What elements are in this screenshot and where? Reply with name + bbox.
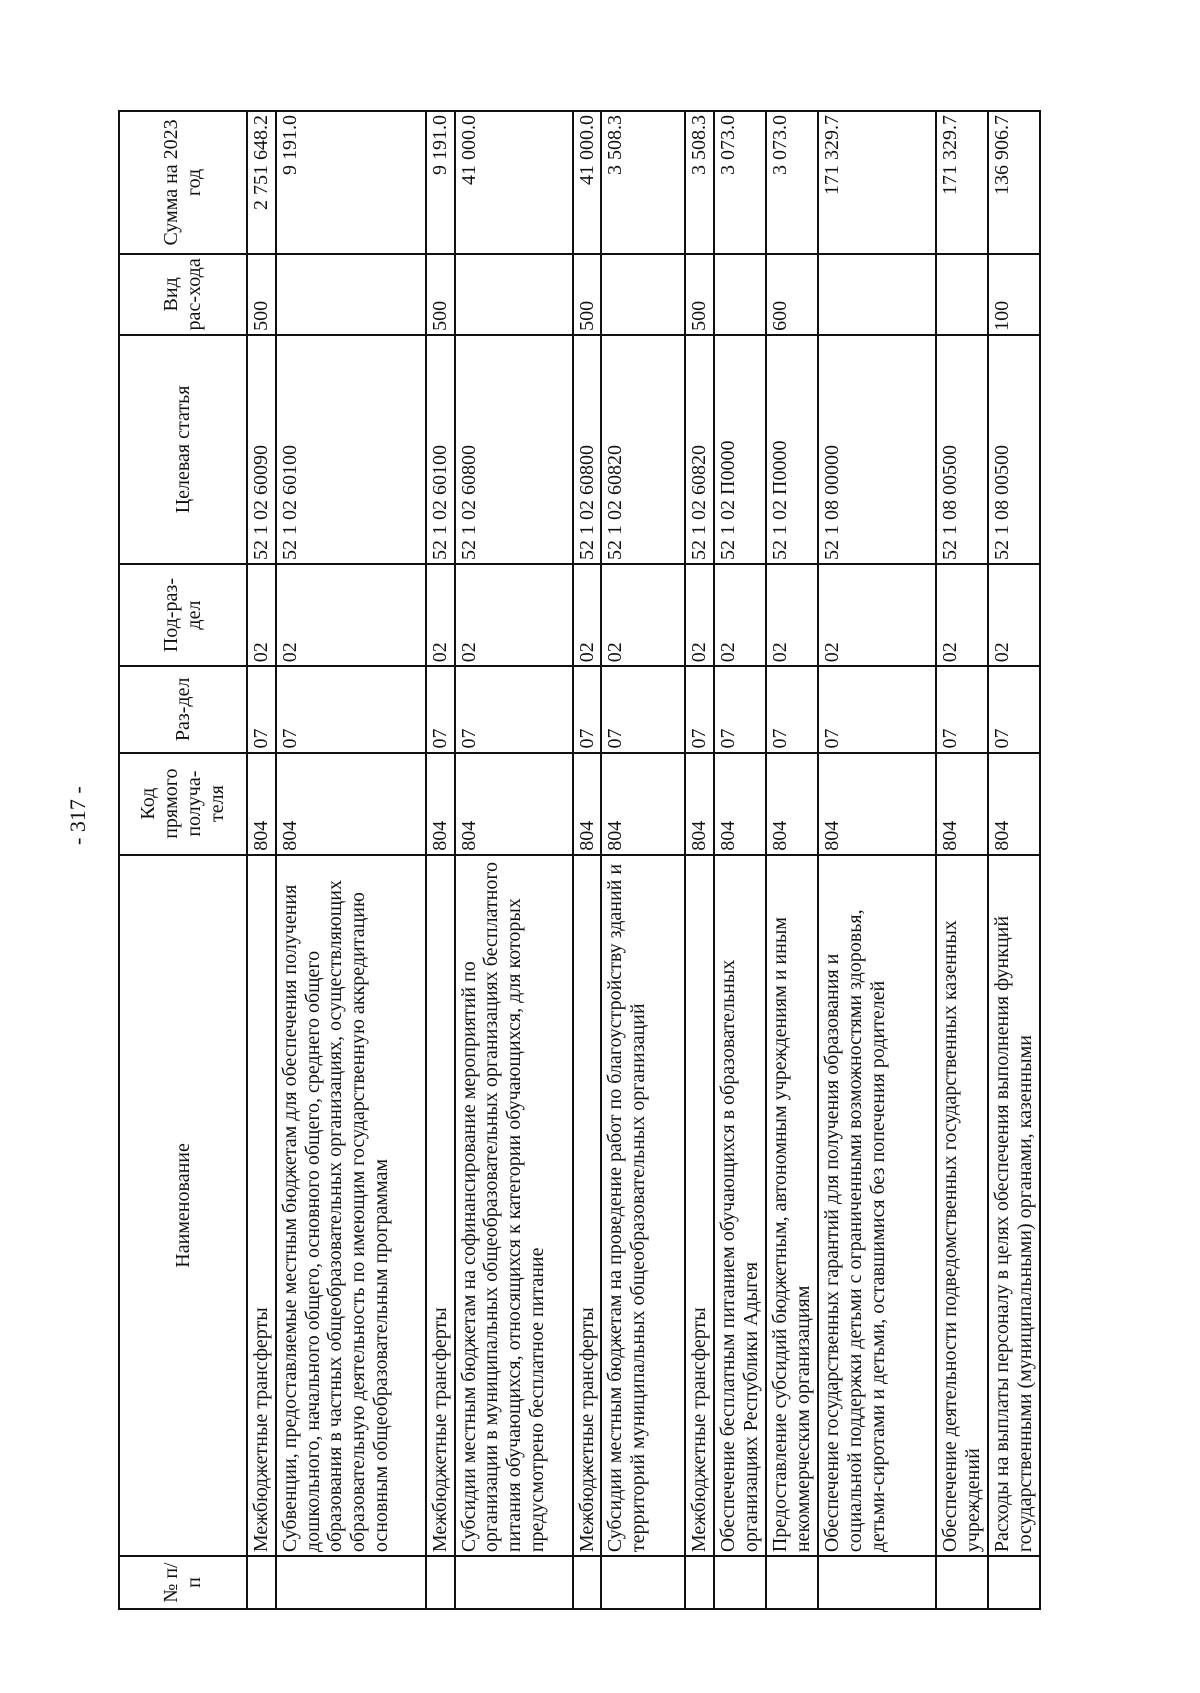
- table-row: [936, 111, 988, 1609]
- row-amount: 136 906.7: [988, 111, 1040, 254]
- row-section: 07: [936, 666, 988, 752]
- row-amount: 9 191.0: [426, 111, 455, 254]
- row-subsection: 02: [714, 564, 766, 666]
- row-expense-type: [601, 254, 685, 335]
- row-subsection: 02: [685, 564, 714, 666]
- header-expense-type: Вид рас-хода: [119, 254, 247, 335]
- row-expense-type: 500: [247, 254, 276, 335]
- row-subsection: 02: [247, 564, 276, 666]
- header-amount: Сумма на 2023 год: [119, 111, 247, 254]
- table-row: [818, 111, 936, 1609]
- row-amount: 3 508.3: [685, 111, 714, 254]
- table-row: [988, 111, 1040, 1609]
- row-num: [276, 1556, 426, 1609]
- row-subsection: 02: [936, 564, 988, 666]
- row-recipient-code: 804: [936, 753, 988, 855]
- table-body: [247, 111, 1040, 1609]
- row-name: Межбюджетные трансферты: [573, 855, 602, 1556]
- row-target-article: 52 1 02 60100: [426, 335, 455, 564]
- row-subsection: 02: [276, 564, 426, 666]
- page-number: - 317 -: [65, 786, 90, 845]
- row-amount: 9 191.0: [276, 111, 426, 254]
- row-name: Субсидии местным бюджетам на софинансирование мероприятий по организации в муниципальных общеобразовательных организациях бесплатного питания обучающихся, относящихся к категории обучающихся, для которых предусмотрено бесплатное питание: [455, 855, 573, 1556]
- row-name: Предоставление субсидий бюджетным, автономным учреждениям и иным некоммерческим организациям: [766, 855, 818, 1556]
- row-num: [685, 1556, 714, 1609]
- row-expense-type: [276, 254, 426, 335]
- row-target-article: 52 1 08 00500: [936, 335, 988, 564]
- table-row: [426, 111, 455, 1609]
- row-expense-type: 500: [573, 254, 602, 335]
- row-name: Обеспечение государственных гарантий для получения образования и социальной поддержки детьми с ограниченными возможностями здоровья, детьми-сиротами и детьми, оставшимися без попечения родителей: [818, 855, 936, 1556]
- row-target-article: 52 1 08 00000: [818, 335, 936, 564]
- row-subsection: 02: [455, 564, 573, 666]
- row-recipient-code: 804: [766, 753, 818, 855]
- row-expense-type: 500: [426, 254, 455, 335]
- row-section: 07: [426, 666, 455, 752]
- row-num: [988, 1556, 1040, 1609]
- table-row: [455, 111, 573, 1609]
- row-recipient-code: 804: [714, 753, 766, 855]
- row-target-article: 52 1 02 60820: [601, 335, 685, 564]
- row-recipient-code: 804: [455, 753, 573, 855]
- row-num: [247, 1556, 276, 1609]
- table-row: [714, 111, 766, 1609]
- row-amount: 3 508.3: [601, 111, 685, 254]
- header-num: № п/п: [119, 1556, 247, 1609]
- row-expense-type: [714, 254, 766, 335]
- row-subsection: 02: [426, 564, 455, 666]
- row-subsection: 02: [988, 564, 1040, 666]
- row-name: Межбюджетные трансферты: [247, 855, 276, 1556]
- header-name: Наименование: [119, 855, 247, 1556]
- header-section: Раз-дел: [119, 666, 247, 752]
- table-row: [601, 111, 685, 1609]
- row-expense-type: [455, 254, 573, 335]
- row-section: 07: [818, 666, 936, 752]
- row-name: Субвенции, предоставляемые местным бюджетам для обеспечения получения дошкольного, начального общего, основного общего, среднего общего образования в частных общеобразовательных организациях, осуществляющих образовательную деятельность по имеющим государственную аккредитацию основным общеобразовательным программам: [276, 855, 426, 1556]
- header-subsection: Под-раз-дел: [119, 564, 247, 666]
- row-name: Субсидии местным бюджетам на проведение работ по благоустройству зданий и территорий муниципальных общеобразовательных организаций: [601, 855, 685, 1556]
- row-num: [426, 1556, 455, 1609]
- row-num: [455, 1556, 573, 1609]
- row-target-article: 52 1 08 00500: [988, 335, 1040, 564]
- row-num: [573, 1556, 602, 1609]
- row-subsection: 02: [601, 564, 685, 666]
- row-recipient-code: 804: [247, 753, 276, 855]
- row-subsection: 02: [766, 564, 818, 666]
- row-section: 07: [766, 666, 818, 752]
- row-amount: 41 000.0: [573, 111, 602, 254]
- table-header: [119, 111, 247, 1609]
- row-recipient-code: 804: [426, 753, 455, 855]
- row-num: [714, 1556, 766, 1609]
- row-section: 07: [247, 666, 276, 752]
- table-row: [573, 111, 602, 1609]
- row-amount: 3 073.0: [766, 111, 818, 254]
- row-expense-type: 600: [766, 254, 818, 335]
- row-expense-type: [818, 254, 936, 335]
- row-target-article: 52 1 02 60800: [573, 335, 602, 564]
- row-section: 07: [988, 666, 1040, 752]
- row-num: [766, 1556, 818, 1609]
- table-row: [276, 111, 426, 1609]
- row-name: Обеспечение бесплатным питанием обучающихся в образовательных организациях Республики Адыгея: [714, 855, 766, 1556]
- row-target-article: 52 1 02 60100: [276, 335, 426, 564]
- row-name: Межбюджетные трансферты: [426, 855, 455, 1556]
- row-section: 07: [601, 666, 685, 752]
- row-amount: 171 329.7: [936, 111, 988, 254]
- table-row: [685, 111, 714, 1609]
- row-recipient-code: 804: [818, 753, 936, 855]
- table-row: [766, 111, 818, 1609]
- row-expense-type: 500: [685, 254, 714, 335]
- row-section: 07: [455, 666, 573, 752]
- row-section: 07: [276, 666, 426, 752]
- budget-table-wrapper: [118, 110, 1078, 1610]
- row-target-article: 52 1 02 60820: [685, 335, 714, 564]
- row-subsection: 02: [573, 564, 602, 666]
- row-amount: 41 000.0: [455, 111, 573, 254]
- row-recipient-code: 804: [601, 753, 685, 855]
- row-name: Расходы на выплаты персоналу в целях обеспечения выполнения функций государственными (муниципальными) органами, казенными: [988, 855, 1040, 1556]
- row-num: [601, 1556, 685, 1609]
- budget-table: [118, 110, 1041, 1610]
- row-amount: 171 329.7: [818, 111, 936, 254]
- row-expense-type: [936, 254, 988, 335]
- row-name: Обеспечение деятельности подведомственных государственных казенных учреждений: [936, 855, 988, 1556]
- header-recipient-code: Код прямого получа-теля: [119, 753, 247, 855]
- row-recipient-code: 804: [685, 753, 714, 855]
- row-num: [818, 1556, 936, 1609]
- table-row: [247, 111, 276, 1609]
- row-recipient-code: 804: [573, 753, 602, 855]
- header-target-article: Целевая статья: [119, 335, 247, 564]
- row-amount: 2 751 648.2: [247, 111, 276, 254]
- row-target-article: 52 1 02 П0000: [714, 335, 766, 564]
- row-section: 07: [573, 666, 602, 752]
- row-num: [936, 1556, 988, 1609]
- row-name: Межбюджетные трансферты: [685, 855, 714, 1556]
- row-recipient-code: 804: [276, 753, 426, 855]
- row-section: 07: [714, 666, 766, 752]
- row-target-article: 52 1 02 П0000: [766, 335, 818, 564]
- row-target-article: 52 1 02 60090: [247, 335, 276, 564]
- row-amount: 3 073.0: [714, 111, 766, 254]
- row-subsection: 02: [818, 564, 936, 666]
- row-section: 07: [685, 666, 714, 752]
- row-target-article: 52 1 02 60800: [455, 335, 573, 564]
- row-expense-type: 100: [988, 254, 1040, 335]
- row-recipient-code: 804: [988, 753, 1040, 855]
